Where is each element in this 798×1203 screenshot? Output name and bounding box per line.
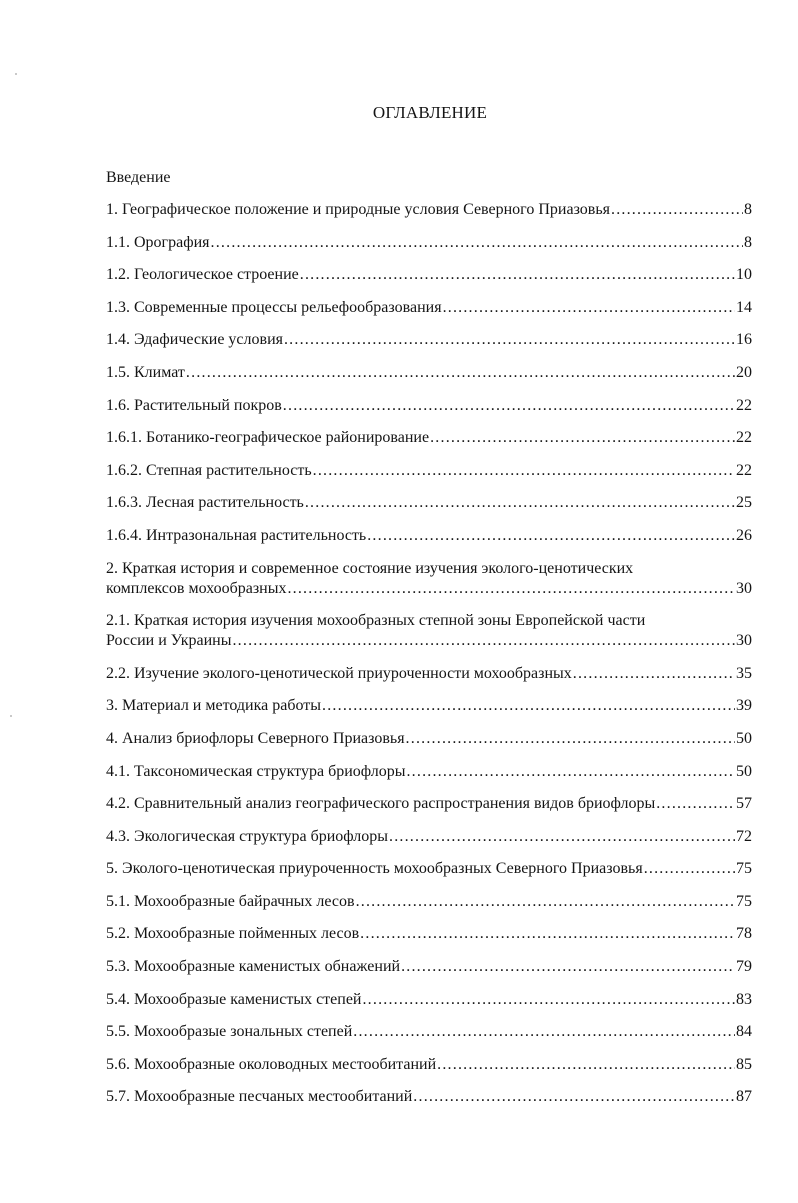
toc-entry-row: [106, 729, 752, 749]
toc-entry-page-number: 22: [736, 429, 752, 447]
toc-entry-row: [106, 330, 752, 350]
toc-entry-page-number: 85: [736, 1055, 752, 1073]
scan-speck: [10, 715, 12, 717]
toc-entry[interactable]: [106, 664, 752, 684]
toc-entry-label: 1.4. Эдафические условия: [106, 331, 283, 349]
toc-entry[interactable]: [106, 794, 752, 814]
toc-entry-page-number: 50: [736, 729, 752, 747]
table-of-contents: [106, 168, 752, 1120]
toc-entry[interactable]: [106, 859, 752, 879]
toc-entry-row: [106, 428, 752, 448]
toc-entry-label: 2.2. Изучение эколого-ценотической приуроченности мохообразных: [106, 664, 572, 682]
dot-leader: [611, 200, 743, 220]
toc-entry-row: [106, 990, 752, 1010]
toc-entry[interactable]: [106, 526, 752, 546]
toc-entry-page-number: 78: [736, 925, 752, 943]
toc-entry-page-number: 14: [736, 298, 752, 316]
toc-entry[interactable]: [106, 559, 752, 599]
toc-entry-label: 5.2. Мохообразные пойменных лесов: [106, 925, 360, 943]
toc-entry-page-number: 20: [736, 363, 752, 381]
toc-entry-label: 1. Географическое положение и природные условия Северного Приазовья: [106, 201, 610, 218]
toc-entry-page-number: 57: [736, 795, 752, 813]
toc-entry-label: 1.6.4. Интразональная растительность: [106, 526, 367, 544]
toc-entry-row: [106, 631, 752, 651]
toc-entry-row: [106, 827, 752, 847]
toc-entry-row: [106, 1087, 752, 1107]
dot-leader: [313, 461, 735, 481]
toc-entry-row: [106, 363, 752, 383]
dot-leader: [287, 579, 735, 599]
toc-entry-label: 4.1. Таксономическая структура бриофлоры: [106, 762, 406, 780]
toc-entry-label: 1.6. Растительный покров: [106, 396, 282, 414]
toc-entry-label: 5. Эколого-ценотическая приуроченность мохообразных Северного Приазовья: [106, 860, 643, 878]
dot-leader: [283, 396, 735, 416]
toc-entry-page-number: 8: [744, 233, 752, 251]
toc-entry-label: 3. Материал и методика работы: [106, 697, 322, 715]
toc-entry-row: [106, 762, 752, 782]
toc-entry-row: [106, 794, 752, 814]
toc-entry-label: 1.6.1. Ботанико-географическое районирование: [106, 429, 430, 447]
toc-entry[interactable]: [106, 461, 752, 481]
toc-entry-page-number: 87: [736, 1088, 752, 1106]
toc-entries: [106, 200, 752, 1107]
toc-entry-page-number: 10: [736, 266, 752, 284]
toc-entry-page-number: 30: [736, 579, 752, 597]
toc-entry-row: [106, 233, 752, 253]
dot-leader: [362, 990, 735, 1010]
toc-entry-page-number: 79: [736, 958, 752, 976]
toc-entry-label: 5.3. Мохообразные каменистых обнажений: [106, 958, 401, 976]
toc-entry-page-number: 75: [736, 860, 752, 878]
toc-entry-row: [106, 1022, 752, 1042]
toc-entry-label: 4.2. Сравнительный анализ географического распространения видов бриофлоры: [106, 795, 656, 813]
toc-entry-label: 5.6. Мохообразные околоводных местообитаний: [106, 1055, 437, 1073]
toc-entry-label: 1.6.2. Степная растительность: [106, 461, 312, 479]
toc-entry[interactable]: [106, 957, 752, 977]
dot-leader: [284, 330, 735, 350]
toc-entry[interactable]: [106, 493, 752, 513]
dot-leader: [353, 1022, 735, 1042]
toc-entry[interactable]: [106, 611, 752, 651]
dot-leader: [573, 664, 735, 684]
toc-entry-page-number: 39: [736, 697, 752, 715]
dot-leader: [232, 631, 735, 651]
toc-entry-page-number: 8: [744, 201, 752, 218]
toc-entry-label: 1.6.3. Лесная растительность: [106, 494, 304, 512]
toc-entry-label: 1.2. Геологическое строение: [106, 266, 299, 284]
toc-entry-row: [106, 396, 752, 416]
toc-entry-page-number: 25: [736, 494, 752, 512]
dot-leader: [360, 924, 735, 944]
toc-entry-page-number: 84: [736, 1023, 752, 1041]
toc-entry[interactable]: [106, 233, 752, 253]
toc-entry-label: 4.3. Экологическая структура бриофлоры: [106, 827, 388, 845]
dot-leader: [322, 696, 735, 716]
dot-leader: [413, 1087, 735, 1107]
toc-entry-row: [106, 200, 752, 220]
toc-entry[interactable]: [106, 200, 752, 220]
toc-entry-page-number: 30: [736, 632, 752, 650]
toc-entry-row: [106, 1055, 752, 1075]
toc-entry-row: [106, 859, 752, 879]
toc-entry-row: [106, 526, 752, 546]
toc-entry[interactable]: [106, 827, 752, 847]
toc-entry[interactable]: [106, 428, 752, 448]
toc-entry-row: [106, 696, 752, 716]
toc-entry-page-number: 72: [736, 827, 752, 845]
dot-leader: [186, 363, 735, 383]
toc-entry-page-number: 22: [736, 396, 752, 414]
toc-entry-label: 1.3. Современные процессы рельефообразования: [106, 298, 442, 316]
toc-entry[interactable]: [106, 924, 752, 944]
toc-entry-row: [106, 461, 752, 481]
toc-entry-label: 1.5. Климат: [106, 363, 185, 381]
toc-entry-first-line: 2.1. Краткая история изучения мохообразных степной зоны Европейской части: [106, 612, 646, 630]
toc-title: ОГЛАВЛЕНИЕ: [372, 103, 488, 122]
dot-leader: [656, 794, 735, 814]
dot-leader: [389, 827, 735, 847]
toc-entry[interactable]: [106, 696, 752, 716]
dot-leader: [406, 729, 735, 749]
dot-leader: [430, 428, 735, 448]
toc-entry-page-number: 83: [736, 990, 752, 1008]
toc-entry[interactable]: [106, 330, 752, 350]
toc-entry[interactable]: [106, 990, 752, 1010]
toc-entry-label: комплексов мохообразных: [106, 579, 287, 597]
toc-entry-page-number: 22: [736, 461, 752, 479]
toc-entry-label: 5.7. Мохообразные песчаных местообитаний: [106, 1088, 413, 1106]
dot-leader: [211, 233, 743, 253]
dot-leader: [443, 298, 735, 318]
toc-entry-row: [106, 579, 752, 599]
dot-leader: [406, 762, 735, 782]
toc-entry-label: России и Украины: [106, 632, 232, 650]
scan-speck: [15, 73, 17, 75]
dot-leader: [367, 526, 735, 546]
toc-entry-page-number: 75: [736, 892, 752, 910]
toc-entry-row: [106, 664, 752, 684]
toc-entry[interactable]: [106, 1087, 752, 1107]
toc-entry-page-number: 50: [736, 762, 752, 780]
toc-entry[interactable]: [106, 265, 752, 285]
dot-leader: [300, 265, 735, 285]
toc-entry[interactable]: [106, 729, 752, 749]
toc-entry-row: [106, 957, 752, 977]
dot-leader: [356, 892, 735, 912]
toc-entry[interactable]: [106, 1022, 752, 1042]
dot-leader: [305, 493, 735, 513]
toc-intro: Введение: [106, 169, 171, 186]
toc-entry-page-number: 35: [736, 664, 752, 682]
toc-entry-page-number: 16: [736, 331, 752, 349]
toc-entry[interactable]: [106, 762, 752, 782]
toc-entry-label: 5.4. Мохообразые каменистых степей: [106, 990, 362, 1008]
toc-entry[interactable]: [106, 298, 752, 318]
toc-entry[interactable]: [106, 1055, 752, 1075]
toc-entry-row: [106, 924, 752, 944]
dot-leader: [644, 859, 735, 879]
toc-entry-row: [106, 892, 752, 912]
toc-entry[interactable]: [106, 892, 752, 912]
toc-entry-first-line: 2. Краткая история и современное состояние изучения эколого-ценотических: [106, 559, 634, 577]
toc-entry[interactable]: [106, 396, 752, 416]
toc-entry-row: [106, 265, 752, 285]
toc-entry-label: 1.1. Орография: [106, 233, 210, 251]
toc-entry-page-number: 26: [736, 526, 752, 544]
toc-entry-label: 4. Анализ бриофлоры Северного Приазовья: [106, 729, 405, 747]
toc-entry-row: [106, 493, 752, 513]
dot-leader: [401, 957, 735, 977]
toc-entry-label: 5.1. Мохообразные байрачных лесов: [106, 892, 355, 910]
dot-leader: [437, 1055, 735, 1075]
toc-entry-label: 5.5. Мохообразые зональных степей: [106, 1023, 353, 1041]
toc-entry[interactable]: [106, 363, 752, 383]
toc-entry-row: [106, 298, 752, 318]
